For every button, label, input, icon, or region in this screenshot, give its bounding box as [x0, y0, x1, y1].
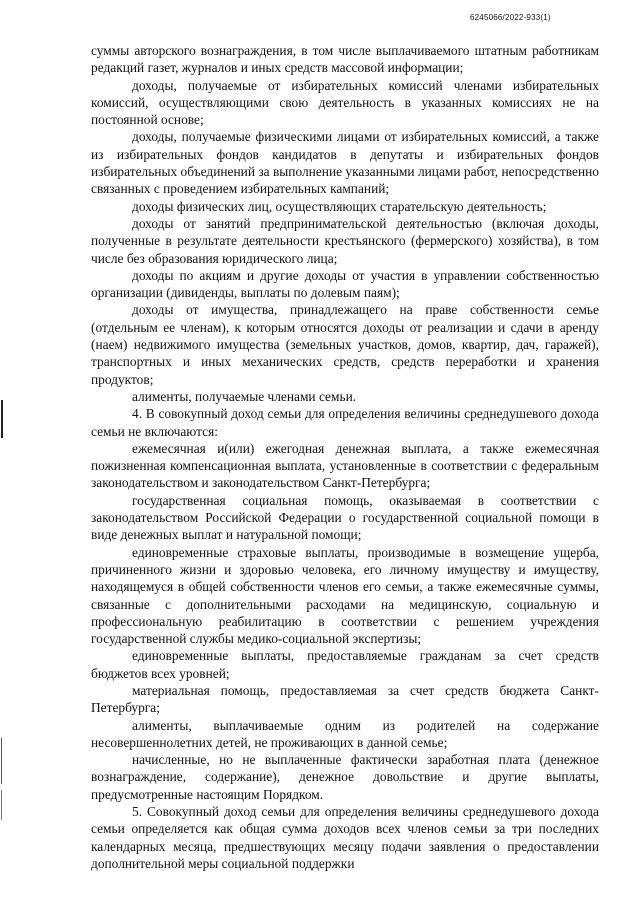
margin-scan-mark	[1, 738, 2, 784]
paragraph: доходы по акциям и другие доходы от участия в управлении собственностью организации (дивиденды, выплаты по долевым паям);	[91, 267, 599, 301]
paragraph: доходы, получаемые от избирательных комиссий членами избирательных комиссий, осуществляющими свою деятельность в указанных комиссиях не на постоянной основе;	[91, 77, 599, 128]
section-5-paragraph: 5. Совокупный доход семьи для определения величины среднедушевого дохода семьи определяется как общая сумма доходов всех членов семьи за три последних календарных месяца, предшествующих месяцу подачи заявления о предоставлении дополнительной меры социальной поддержки	[91, 804, 599, 871]
margin-scan-mark	[1, 790, 2, 820]
paragraph: материальная помощь, предоставляемая за счет средств бюджета Санкт-Петербурга;	[91, 682, 599, 716]
paragraph: доходы, получаемые физическими лицами от избирательных комиссий, а также из избирательных фондов кандидатов в депутаты и избирательных фондов избирательных объединений за выполнение указанными лицами работ, непосредственно связанных с проведением избирательных кампаний;	[91, 129, 599, 197]
document-number: 6245066/2022-933(1)	[470, 13, 551, 22]
paragraph: единовременные страховые выплаты, производимые в возмещение ущерба, причиненного жизни и здоровью человека, его личному имуществу и имуществу, находящемуся в общей собственности членов его семьи, а также ежемесячные суммы, связанные с дополнительными расходами на медицинскую, социальную и профессиональную реабилитацию в соответствии с решением учреждения государственной службы медико-социальной экспертизы;	[91, 544, 599, 647]
paragraph-continuation: суммы авторского вознаграждения, в том числе выплачиваемого штатным работникам редакций газет, журналов и иных средств массовой информации;	[91, 43, 599, 76]
margin-scan-mark	[1, 400, 3, 438]
paragraph: ежемесячная и(или) ежегодная денежная выплата, а также ежемесячная пожизненная компенсационная выплата, установленные в соответствии с федеральным законодательством и законодательством Санкт-Петербурга;	[91, 440, 599, 491]
paragraph: доходы от имущества, принадлежащего на праве собственности семье (отдельным ее членам), к которым относятся доходы от реализации и сдачи в аренду (наем) недвижимого имущества (земельных участков, домов, квартир, дач, гаражей), транспортных и иных механических средств, средств переработки и хранения продуктов;	[91, 302, 599, 387]
document-body	[91, 42, 599, 872]
paragraph: начисленные, но не выплаченные фактически заработная плата (денежное вознаграждение, содержание), денежное довольствие и другие выплаты, предусмотренные настоящим Порядком.	[91, 752, 599, 802]
paragraph: алименты, выплачиваемые одним из родителей на содержание несовершеннолетних детей, не проживающих в данной семье;	[91, 717, 599, 750]
paragraph: доходы от занятий предпринимательской деятельностью (включая доходы, полученные в результате деятельности крестьянского (фермерского) хозяйства), в том числе без образования юридического лица;	[91, 215, 599, 266]
paragraph: государственная социальная помощь, оказываемая в соответствии с законодательством Российской Федерации о государственной социальной помощи в виде денежных выплат и натуральной помощи;	[91, 492, 599, 543]
paragraph: единовременные выплаты, предоставляемые гражданам за счет средств бюджетов всех уровней;	[91, 648, 599, 681]
section-4-heading: 4. В совокупный доход семьи для определения величины среднедушевого дохода семьи не включаются:	[91, 406, 599, 439]
paragraph: алименты, получаемые членами семьи.	[132, 388, 357, 404]
paragraph: доходы физических лиц, осуществляющих старательскую деятельность;	[132, 198, 547, 214]
